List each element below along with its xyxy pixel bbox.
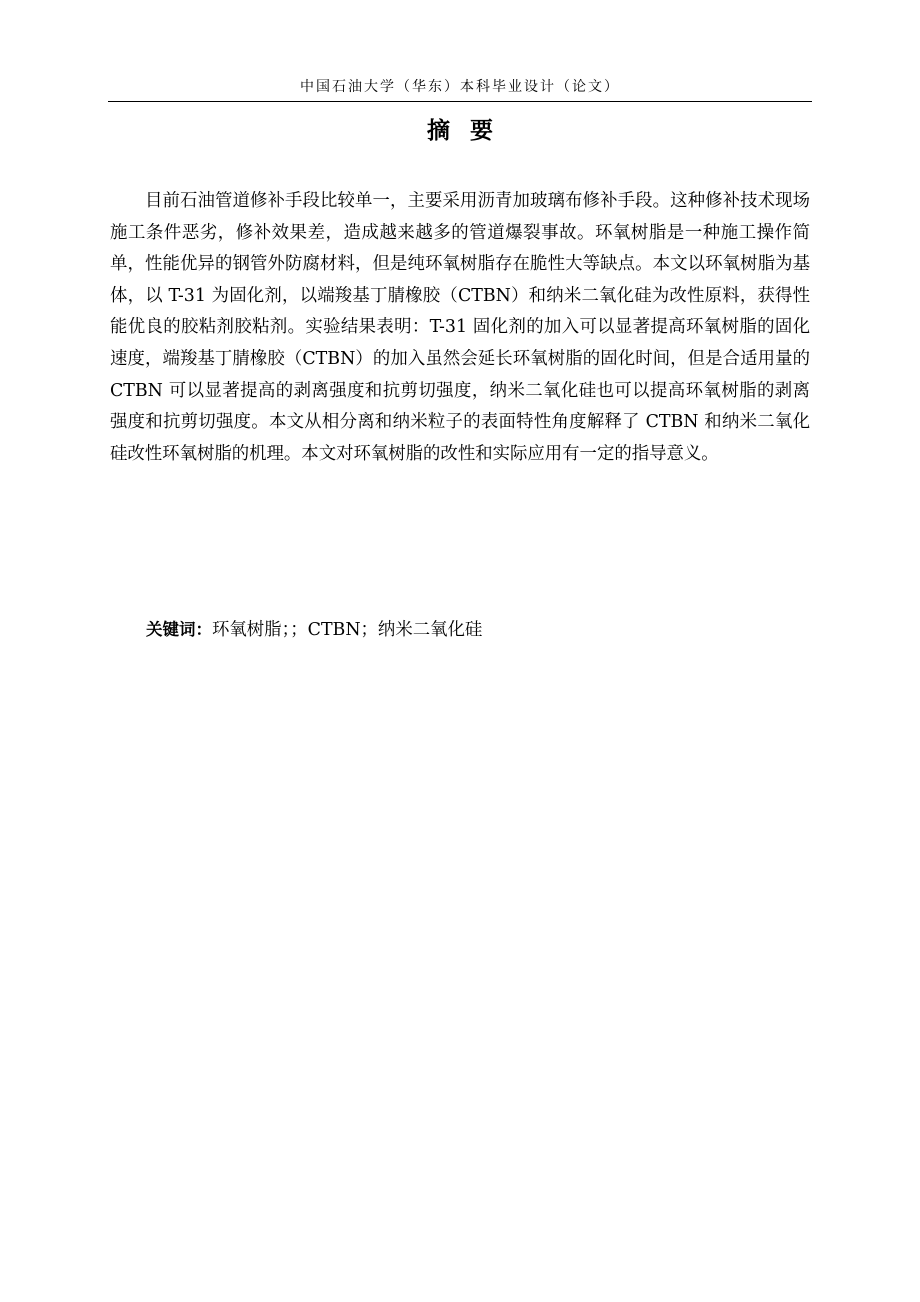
keywords-label: 关键词：: [146, 620, 212, 639]
keywords-value: 环氧树脂；；CTBN；纳米二氧化硅: [212, 620, 483, 640]
abstract-paragraph: 目前石油管道修补手段比较单一，主要采用沥青加玻璃布修补手段。这种修补技术现场施工条件恶劣，修补效果差，造成越来越多的管道爆裂事故。环氧树脂是一种施工操作简单，性能优异的钢管外防腐材料，但是纯环氧树脂存在脆性大等缺点。本文以环氧树脂为基体，以 T-31 为固化剂，以端羧基丁腈橡胶（CTBN）和纳米二氧化硅为改性原料，获得性能优良的胶粘剂胶粘剂。实验结果表明：T-31 固化剂的加入可以显著提高环氧树脂的固化速度，端羧基丁腈橡胶（CTBN）的加入虽然会延长环氧树脂的固化时间，但是合适用量的 CTBN 可以显著提高的剥离强度和抗剪切强度，纳米二氧化硅也可以提高环氧树脂的剥离强度和抗剪切强度。本文从相分离和纳米粒子的表面特性角度解释了 CTBN 和纳米二氧化硅改性环氧树脂的机理。本文对环氧树脂的改性和实际应用有一定的指导意义。: [110, 191, 810, 464]
page-title: 摘要: [427, 118, 513, 144]
keywords-line: [146, 616, 806, 644]
header-rule: [108, 101, 812, 102]
running-header: 中国石油大学（华东）本科毕业设计（论文）: [300, 79, 620, 95]
abstract-body: [110, 186, 810, 470]
